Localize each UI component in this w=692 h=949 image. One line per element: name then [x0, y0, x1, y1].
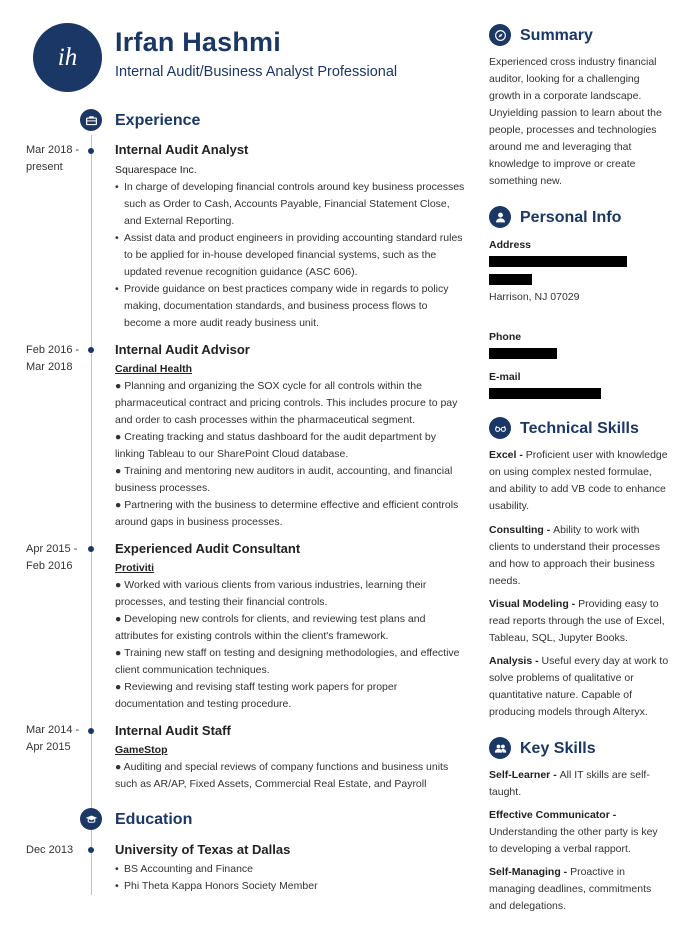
school-name: University of Texas at Dallas: [115, 842, 291, 857]
education-item: • Phi Theta Kappa Honors Society Member: [115, 878, 465, 895]
job-title: Experienced Audit Consultant: [115, 541, 301, 556]
timeline-dot: [88, 847, 94, 853]
candidate-headline: Internal Audit/Business Analyst Professional: [115, 64, 398, 80]
users-icon: [489, 737, 511, 759]
summary-text: Experienced cross industry financial auditor, looking for a challenging growth in a corporate landscape. Unyielding passion to learn about the people, processes and technologies around me and leveraging that knowledge to improve or create something new.: [489, 56, 662, 187]
avatar: [33, 23, 102, 92]
job-bullets: [115, 378, 465, 531]
bullet-item: ● Worked with various clients from various industries, learning their processes, and testing their financial controls.: [115, 579, 427, 608]
address-city: Harrison, NJ 07029: [489, 291, 580, 303]
bullet-item: ● Training and mentoring new auditors in audit, accounting, and financial business processes.: [115, 465, 453, 494]
skill-item: Analysis - Useful every day at work to solve problems of qualitative or quantitative nature. Capable of producing models through Alteryx.: [489, 655, 669, 718]
bullet-item: • Assist data and product engineers in providing accounting standard rules to be applied for in-house developed financial systems, such as the updated revenue recognition guidance (ASC 606).: [115, 230, 465, 281]
company-name: Cardinal Health: [115, 363, 193, 375]
candidate-name: Irfan Hashmi: [115, 27, 281, 57]
glasses-icon: [489, 417, 511, 439]
phone-label: Phone: [489, 331, 522, 343]
experience-heading: Experience: [115, 112, 201, 129]
job-title: Internal Audit Advisor: [115, 342, 250, 357]
education-item: • BS Accounting and Finance: [115, 861, 465, 878]
company-name: Squarespace Inc.: [115, 164, 197, 176]
company-name: GameStop: [115, 744, 168, 756]
redacted-phone: [489, 348, 557, 359]
person-icon: [489, 206, 511, 228]
timeline-dot: [88, 148, 94, 154]
redacted-street: [489, 256, 627, 267]
job-date: Apr 2015 - Feb 2016: [26, 543, 78, 572]
job-bullets: [115, 179, 465, 332]
skill-item: Visual Modeling - Providing easy to read reports through the use of Excel, Tableau, SQL, Jupyter Books.: [489, 598, 665, 644]
briefcase-icon: [80, 109, 102, 131]
bullet-item: • In charge of developing financial controls around key business processes such as Order to Cash, Accounts Payable, Financial Statement Close, and External Reporting.: [115, 179, 465, 230]
address-label: Address: [489, 239, 532, 251]
timeline-line: [91, 135, 92, 895]
bullet-item: ● Partnering with the business to determine effective and efficient controls around gaps in business processes.: [115, 499, 459, 528]
key-skill-item: Self-Managing - Proactive in managing deadlines, commitments and delegations.: [489, 866, 652, 912]
bullet-item: ● Reviewing and revising staff testing work papers for proper documentation and testing procedure.: [115, 681, 398, 710]
bullet-item: • Provide guidance on best practices company wide in regards to policy making, documentation standards, and business process flows to become a more audit ready business unit.: [115, 281, 465, 332]
company-name: Protiviti: [115, 562, 155, 574]
key-skills-heading: Key Skills: [520, 740, 596, 757]
email-label: E-mail: [489, 371, 521, 383]
timeline-dot: [88, 728, 94, 734]
redacted-street-2: [489, 274, 532, 285]
education-date: Dec 2013: [26, 844, 74, 856]
bullet-item: ● Auditing and special reviews of company functions and business units such as AR/AP, Fixed Assets, Commercial Real Estate, and Payroll: [115, 761, 449, 790]
education-items: [115, 861, 465, 895]
job-date: Mar 2014 - Apr 2015: [26, 724, 80, 753]
education-heading: Education: [115, 811, 193, 828]
skill-item: Consulting - Ability to work with clients to understand their processes and how to approach their business needs.: [489, 524, 661, 587]
bullet-item: ● Training new staff on testing and designing methodologies, and effective client communication techniques.: [115, 647, 460, 676]
job-bullets: [115, 759, 465, 793]
avatar-initials: ih: [57, 43, 78, 71]
bullet-item: ● Developing new controls for clients, and reviewing test plans and attributes for existing controls within the client's framework.: [115, 613, 426, 642]
key-skill-item: Self-Learner - All IT skills are self-taught.: [489, 769, 650, 798]
skill-item: Excel - Proficient user with knowledge on using complex nested formulae, and ability to add VB code to enhance usability.: [489, 449, 668, 512]
job-bullets: [115, 577, 465, 713]
compass-icon: [489, 24, 511, 46]
job-title: Internal Audit Analyst: [115, 142, 249, 157]
redacted-email: [489, 388, 601, 399]
graduation-cap-icon: [80, 808, 102, 830]
bullet-item: ● Planning and organizing the SOX cycle for all controls within the pharmaceutical contract and pricing controls. This includes procure to pay and order to cash processes within the pharmaceutical segment.: [115, 380, 458, 426]
timeline-dot: [88, 546, 94, 552]
job-title: Internal Audit Staff: [115, 723, 231, 738]
technical-skills-heading: Technical Skills: [520, 420, 639, 437]
job-date: Mar 2018 - present: [26, 144, 80, 173]
bullet-item: ● Creating tracking and status dashboard for the audit department by linking Tableau to our SharePoint Cloud database.: [115, 431, 436, 460]
personal-info-heading: Personal Info: [520, 209, 622, 226]
summary-heading: Summary: [520, 27, 593, 44]
key-skill-item: Effective Communicator - Understanding the other party is key to developing a verbal rapport.: [489, 809, 658, 855]
timeline-dot: [88, 347, 94, 353]
job-date: Feb 2016 - Mar 2018: [26, 344, 80, 373]
